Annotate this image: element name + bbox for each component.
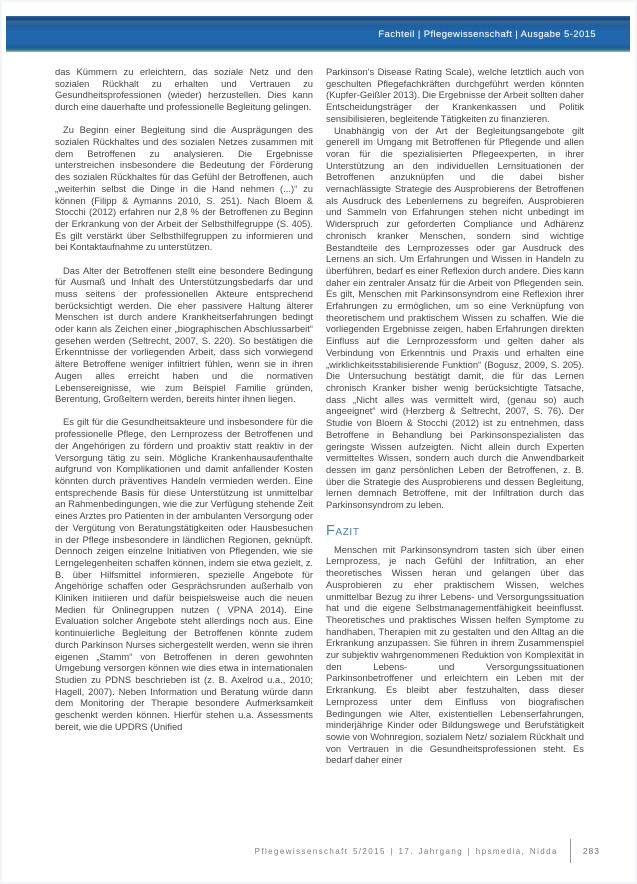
header-bar-text: Fachteil | Pflegewissenschaft | Ausgabe 5-2015 xyxy=(378,28,596,40)
paragraph: Menschen mit Parkinsonsyndrom tasten sich über einen Lernprozess, je nach Gefühl der Infiltration, an eher theoretisches Wissen heran und gelangen über das Ausprobieren zu eher praktischem Wissen, welches unmittelbar Bezug zu ihrer Lebens- und Versorgungssituation hat und die eigene Selbstmanagementfähigkeit beeinflusst. Theoretisches und praktisches Wissen helfen Symptome zu handhaben, Therapien mit zu gestalten und den Alltag an die Erkrankung anzupassen. Sie führen in ihrem Zusammenspiel zur subjektiv wahrgenommenen Reduktion von Komplexität in den Lebens- und Versorgungssituationen Parkinsonbetroffener und erleichtern ein Leben mit der Erkrankung. Es bleibt aber festzuhalten, dass dieser Lernprozess unter dem Einfluss von biografischen Bedingungen wie Alter, existentiellen Lebenserfahrungen, minderjährige Kinder oder Bildungswege und Berufstätigkeit sowie von Wohnregion, sozialem Netz/ sozialem Rückhalt und von Vertrauen in die Gesundheitsprofessionen steht. Es bedarf daher einer xyxy=(326,543,584,766)
left-column xyxy=(55,66,313,766)
paragraph: das Kümmern zu erleichtern, das soziale Netz und den sozialen Rückhalt zu erhalten und Vertrauen zu Gesundheitsprofessionen (wieder) herzustellen. Dies kann durch eine dauerhafte und professionelle Begleitung gelingen. xyxy=(55,66,313,113)
paragraph: Unabhängig von der Art der Begleitungsangebote gilt generell im Umgang mit Betroffenen für Pflegende und allen voran für die spezialisierten Pflegeexperten, in ihrer Unterstützung an den individuellen Lernsituationen der Betroffenen anzuknüpfen und die dabei bisher vernachlässigte Strategie des Ausprobierens der Betroffenen als Ausdruck des Lebenlernens zu begreifen. Ausprobieren und Sammeln von Erfahrungen stehen nicht unbedingt im Widerspruch zur geforderten Compliance und Adhärenz chronisch kranker Menschen, sondern sind wichtige Bestandteile des Lernprozesses oder gar Ausdruck des Lernens an sich. Um Erfahrungen und Wissen in Handeln zu überführen, bedarf es einer Reflexion durch andere. Dies kann daher ein zentraler Ansatz für die Arbeit von Pflegenden sein. Es gilt, Menschen mit Parkinsonsyndrom eine Reflexion ihrer Erfahrungen zu ermöglichen, um so eine Verknüpfung von theoretischem und praktischem Wissen zu schaffen. Wie die vorliegenden Ergebnisse zeigen, haben Erfahrungen direkten Einfluss auf die Lernprozessform und gelten daher als Verbindung von Erkenntnis und Praxis und erhalten eine „wirklichkeitsstabilisierende Funktion“ (Bogusz, 2009, S. 205). Die Untersuchung bestätigt damit, die für das Lernen chronisch Kranker bisher wenig berücksichtigte Tatsache, dass „Nicht alles was vermittelt wird, (genau so) auch angeeignet“ wird (Herzberg & Seltrecht, 2007, S. 76). Der Studie von Bloem & Stocchi (2012) ist zu entnehmen, dass Betroffene in Behandlung bei Parkinsonspezialisten das geringste Wissen aufzeigten. Nicht allein durch Experten vermitteltes Wissen, sondern auch durch die Anwendbarkeit dessen im ganz persönlichen Leben der Betroffenen, z. B. über die Strategie des Ausprobierens und dessen Begleitung, lernen demnach Betroffene, mit der Infiltration durch das Parkinsonsyndrom zu leben. xyxy=(326,124,584,511)
article-body xyxy=(55,66,584,766)
paragraph: Das Alter der Betroffenen stellt eine besondere Bedingung für Ausmaß und Inhalt des Unterstützungsbedarfs dar und muss seitens der professionellen Akteure entsprechend berücksichtigt werden. Die eher passivere Haltung älterer Menschen ist durch andere Krankheitserfahrungen bedingt oder kann als Zeichen einer „biographischen Abschlussarbeit“ gesehen werden (Seltrecht, 2007, S. 220). So bestätigen die Erkenntnisse der vorliegenden Arbeit, dass sich vorwiegend ältere Betroffene weniger infiltriert fühlen, wenn sie in ihren Augen alles erreicht haben und die normativen Lebensereignisse, wie zum Beispiel Familie gründen, Berentung, Großeltern werden, bereits hinter ihnen liegen. xyxy=(55,264,313,405)
journal-header-bar xyxy=(6,16,630,52)
fazit-section-heading: Fazit xyxy=(326,522,360,539)
footer-page-number: 283 xyxy=(582,846,600,856)
paragraph: Zu Beginn einer Begleitung sind die Ausprägungen des sozialen Rückhaltes und des sozialen Netzes zusammen mit dem Betroffenen zu analysieren. Die Ergebnisse unterstreichen insbesondere die Bedeutung der Förderung des sozialen Rückhaltes für das Gefühl der Betroffenen, auch „weiterhin selbst die Dinge in die Hand nehmen (...)“ zu können (Filipp & Aymanns 2010, S. 251). Nach Bloem & Stocchi (2012) erfahren nur 2,8 % der Betroffenen zu Beginn der Erkrankung von der Arbeit der Selbsthilfegruppe (S. 405). Es gilt verstärkt über Selbsthilfegruppen zu informieren und bei Kontaktaufnahme zu unterstützen. xyxy=(55,124,313,253)
page-footer xyxy=(0,839,600,863)
right-column xyxy=(326,66,584,766)
paragraph: Es gilt für die Gesundheitsakteure und insbesondere für die professionelle Pflege, den Lernprozess der Betroffenen und der Angehörigen zu fördern und proaktiv statt reaktiv in der Versorgung tätig zu sein. Mögliche Krankenhausaufenthalte aufgrund von Komplikationen und damit anfallender Kosten könnten durch präventives Handeln vermieden werden. Eine entsprechende Basis für diese Unterstützung ist unmittelbar an Rahmenbedingungen, wie die zur Verfügung stehende Zeit eines Arztes pro Patienten in der ambulanten Versorgung oder der Vergütung von Beratungstätigkeiten oder Hausbesuchen in der Pflege insbesondere in ländlichen Regionen, geknüpft. Dennoch zeigen einzelne Initiativen von Pflegenden, wie sie Lerngelegenheiten schaffen können, indem sie etwa gezielt, z. B. über Hilfsmittel informieren, spezielle Angebote für Angehörige schaffen oder Gesprächsrunden außerhalb von Kliniken initiieren und dafür beispielsweise auch die neuen Medien für Onlinegruppen nutzen ( VPNA 2014). Eine Evaluation solcher Angebote steht allerdings noch aus. Eine kontinuierliche Begleitung der Betroffenen könnte zudem durch Parkinson Nurses sichergestellt werden, wenn sie ihren eigenen „Stamm“ von Betroffenen in deren gewohnten Umgebung versorgen können wie dies etwa in internationalen Studien zu PDNS beschrieben ist (z. B. Axelrod u.a., 2010; Hagell, 2007). Neben Information und Beratung würde dann dem Monitoring der Therapie besondere Aufmerksamkeit geschenkt werden können. Hierfür stehen u.a. Assessments bereit, wie die UPDRS (Unified xyxy=(55,416,313,732)
footer-journal-info: Pflegewissenschaft 5/2015 | 17. Jahrgang | hpsmedia, Nidda xyxy=(254,846,558,856)
footer-divider xyxy=(570,839,571,863)
paragraph: Parkinson's Disease Rating Scale), welche letztlich auch von geschulten Pflegefachkräften durchgeführt werden könnten (Kupfer-Geißler 2013). Die Ergebnisse der Arbeit sollten daher Entscheidungsträger der Krankenkassen und Politik sensibilisieren, begleitende Tätigkeiten zu finanzieren. xyxy=(326,66,584,124)
